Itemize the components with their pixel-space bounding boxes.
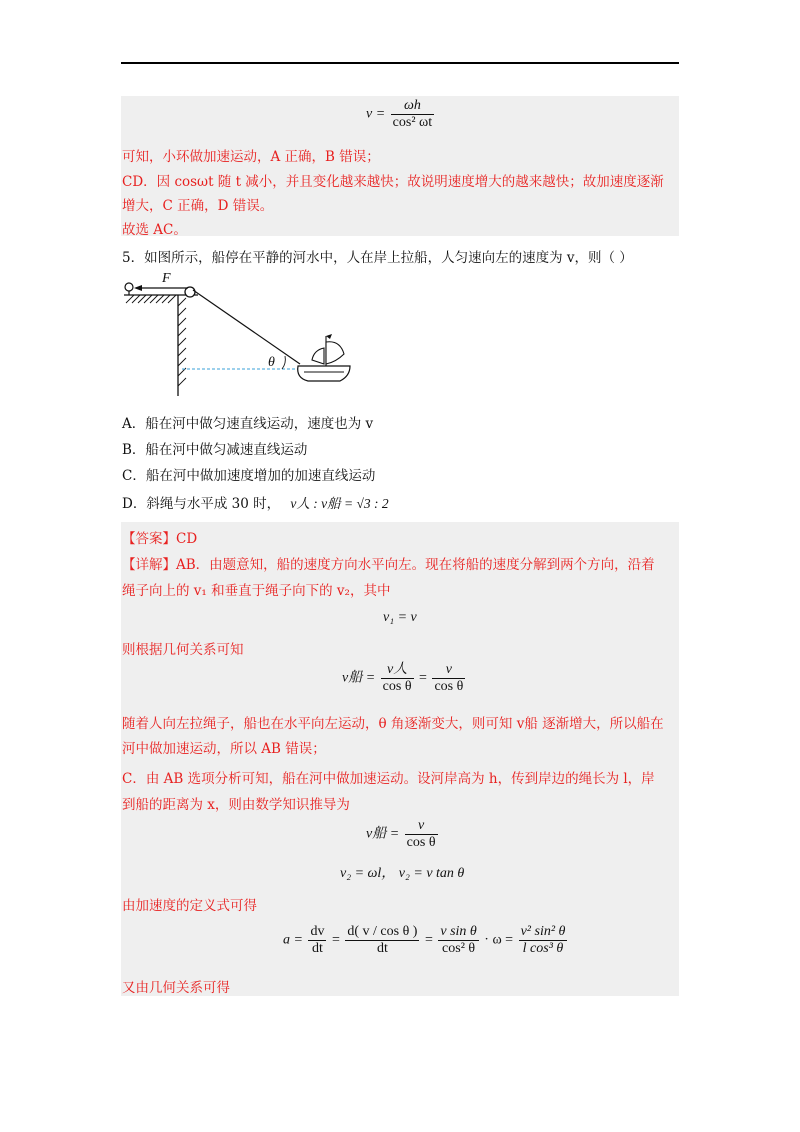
eq-v-boat: v船 = $\frac{\text{v人}}{\text{cos θ}}$ = $\frac{v}{\text{cos θ}}$: [342, 662, 464, 694]
detail-line-1: 【详解】AB．由题意知，船的速度方向水平向左。现在将船的速度分解到两个方向，沿着: [122, 557, 655, 573]
option-a: A．船在河中做匀速直线运动，速度也为 v: [122, 416, 374, 432]
option-d-text: D．斜绳与水平成 30 时，: [122, 496, 281, 512]
prev-line-3: 增大，C 正确，D 错误。: [122, 198, 274, 214]
header-rule: [121, 62, 679, 64]
person-icon: [125, 283, 133, 291]
boat-icon: [298, 334, 350, 381]
fraction: $\frac{\omega h}{\text{cos² ωt}}$: [392, 98, 433, 130]
answer-label: 【答案】CD: [122, 531, 198, 547]
prev-line-4: 故选 AC。: [122, 222, 187, 238]
detail-line-2: 绳子向上的 v₁ 和垂直于绳子向下的 v₂，其中: [122, 583, 391, 599]
detail-line-6: C．由 AB 选项分析可知，船在河中做加速运动。设河岸高为 h，传到岸边的绳长为 l，岸: [122, 771, 655, 787]
option-b: B．船在河中做匀减速直线运动: [122, 442, 308, 458]
option-d-formula: v人 : v船 = √3 : 2: [290, 496, 389, 511]
eq-v1: v₁ = v: [383, 610, 417, 625]
question-stem: 5．如图所示，船停在平静的河水中，人在岸上拉船，人匀速向左的速度为 v，则（ ）: [122, 250, 633, 266]
option-d: [122, 492, 389, 512]
detail-line-5: 河中做加速运动，所以 AB 错误；: [122, 741, 326, 757]
option-c: C．船在河中做加速度增加的加速直线运动: [122, 468, 376, 484]
prev-line-1: 可知，小环做加速运动，A 正确，B 错误；: [122, 149, 380, 165]
detail-line-3: 则根据几何关系可知: [122, 642, 244, 658]
eq-v2: v₂ = ωl， v₂ = v tan θ: [340, 866, 465, 881]
detail-line-7: 到船的距离为 x，则由数学知识推导为: [122, 797, 350, 813]
prev-formula: v = $\frac{\omega h}{\text{cos² ωt}}$: [366, 98, 433, 130]
eq-v-boat-2: v船 = $\frac{v}{\text{cos θ}}$: [366, 818, 436, 850]
prev-line-2: CD．因 cosωt 随 t 减小，并且变化越来越快；故说明速度增大的越来越快；故加速度逐渐: [122, 174, 664, 190]
detail-line-8: 由加速度的定义式可得: [122, 898, 257, 914]
eq-acceleration: a = $\frac{dv}{dt}$ = $\frac{\text{d( v / cos θ )}}{dt}$ = $\frac{\text{v sin θ}}{\text{cos² θ}}$ · ω = $\frac{\text{v² sin² θ}}{\text{l cos³ θ}}$: [283, 924, 566, 956]
angle-label: θ: [268, 355, 275, 370]
force-label: F: [162, 271, 171, 286]
detail-line-9: 又由几何关系可得: [122, 980, 230, 996]
detail-line-4: 随着人向左拉绳子，船也在水平向左运动，θ 角逐渐变大，则可知 v船 逐渐增大，所以船在: [122, 716, 664, 732]
boat-pulley-diagram: [118, 268, 358, 398]
